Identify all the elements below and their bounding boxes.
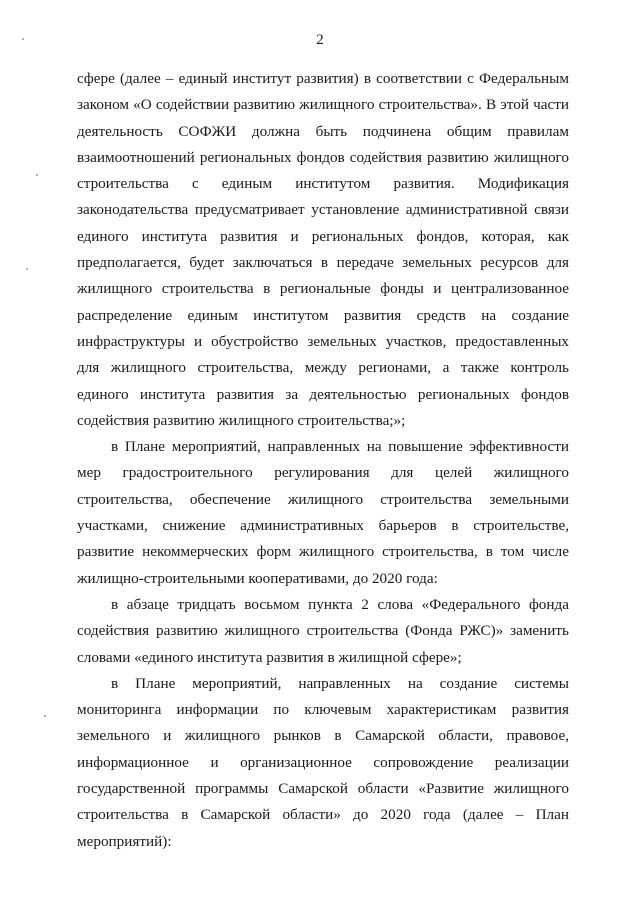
- paragraph-plan-gradostroitelnogo: в Плане мероприятий, направленных на повышение эффективности мер градостроительного регулирования для целей жилищного строительства, обеспечение жилищного строительства земельными участками, снижение административных барьеров в строительстве, развитие некоммерческих форм жилищного строительства, в том числе жилищно-строительными кооперативами, до 2020 года:: [77, 438, 569, 587]
- paragraph-plan-monitoringa: в Плане мероприятий, направленных на создание системы мониторинга информации по ключевым характеристикам развития земельного и жилищного рынков в Самарской области, правовое, информационное и организационное сопровождение реализации государственной программы Самарской области «Развитие жилищного строительства в Самарской области» до 2020 года (далее – План мероприятий):: [77, 674, 569, 850]
- paragraph-continuation: сфере (далее – единый институт развития) в соответствии с Федеральным законом «О содействии развитию жилищного строительства». В этой части деятельность СОФЖИ должна быть подчинена общим правилам взаимоотношений региональных фондов содействия развитию жилищного строительства с единым институтом развития. Модификация законодательства предусматривает установление административной связи единого института развития и региональных фондов, которая, как предполагается, будет заключаться в передаче земельных ресурсов для жилищного строительства в региональные фонды и централизованное распределение единым институтом развития средств на создание инфраструктуры и обустройство земельных участков, предоставленных для жилищного строительства, между регионами, а также контроль единого института развития за деятельностью региональных фондов содействия развитию жилищного строительства;»;: [77, 70, 569, 429]
- paragraph-abzac-38: в абзаце тридцать восьмом пункта 2 слова «Федерального фонда содействия развитию жилищного строительства (Фонда РЖС)» заменить словами «единого института развития в жилищной сфере»;: [77, 595, 569, 666]
- scan-speck: [22, 38, 24, 40]
- document-body: [77, 66, 569, 855]
- scan-speck: [36, 174, 38, 176]
- scan-speck: [26, 268, 28, 270]
- page-number: 2: [316, 32, 324, 48]
- scan-speck: [44, 715, 46, 717]
